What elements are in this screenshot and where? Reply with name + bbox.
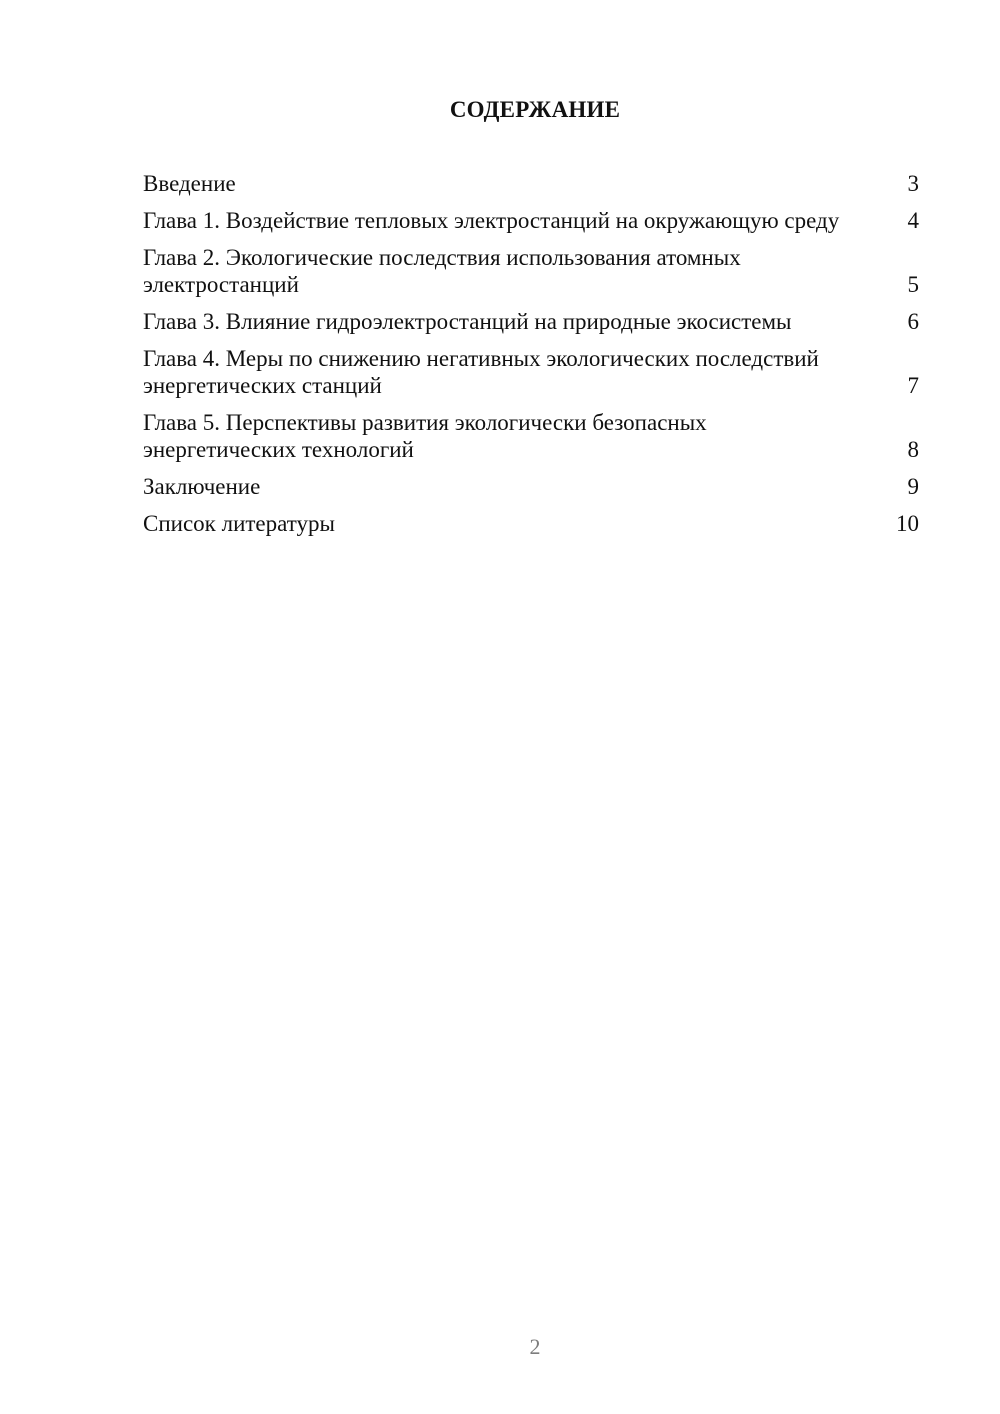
toc-page-number: 6 [907,309,919,334]
toc-page-number: 3 [907,171,919,196]
toc-page-number: 4 [907,208,919,233]
toc-page-number: 10 [896,511,919,536]
toc-item-label: Глава 4. Меры по снижению негативных экологических последствий энергетических станций [143,346,819,398]
toc-item-chapter-5[interactable] [143,409,919,463]
toc-item-label: Введение [143,171,236,196]
toc-item-introduction[interactable] [143,170,919,197]
toc-page-number: 8 [907,437,919,462]
page-number: 2 [529,1334,541,1359]
toc-item-chapter-1[interactable] [143,207,919,234]
table-of-contents [143,170,919,537]
page-title: СОДЕРЖАНИЕ [449,97,621,122]
toc-item-label: Список литературы [143,511,335,536]
toc-item-chapter-2[interactable] [143,244,919,298]
toc-item-conclusion[interactable] [143,473,919,500]
toc-item-references[interactable] [143,510,919,537]
toc-page-number: 7 [907,373,919,398]
toc-page-number: 5 [907,272,919,297]
toc-item-chapter-3[interactable] [143,308,919,335]
toc-item-label: Глава 3. Влияние гидроэлектростанций на природные экосистемы [143,309,792,334]
toc-item-label: Заключение [143,474,261,499]
toc-page-number: 9 [907,474,919,499]
toc-item-chapter-4[interactable] [143,345,919,399]
toc-item-label: Глава 2. Экологические последствия использования атомных электростанций [143,245,741,297]
toc-item-label: Глава 1. Воздействие тепловых электростанций на окружающую среду [143,208,840,233]
toc-item-label: Глава 5. Перспективы развития экологически безопасных энергетических технологий [143,410,707,462]
